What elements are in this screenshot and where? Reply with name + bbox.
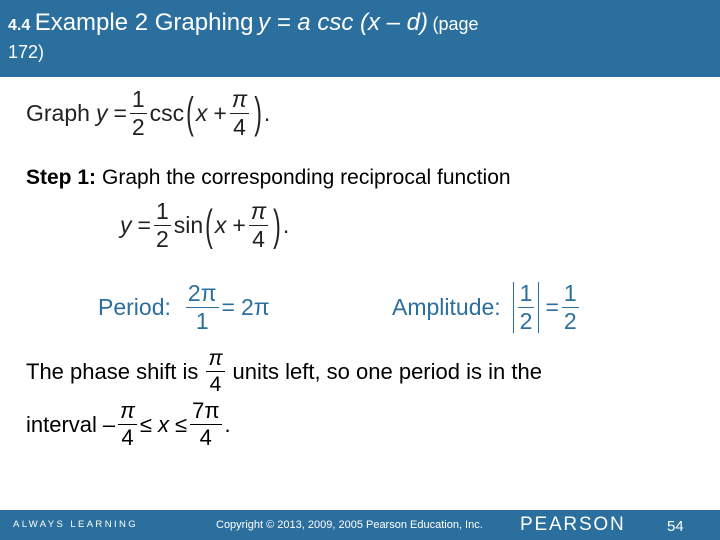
- period-label: Period:: [98, 294, 171, 320]
- frac-num: 2π: [187, 280, 217, 306]
- frac-den: 1: [195, 308, 209, 334]
- phase-shift-line: [26, 348, 542, 395]
- recip-eq: =: [137, 212, 151, 238]
- phase-text-2: units left, so one period is in the: [232, 358, 542, 384]
- problem-statement: Graph y = $\frac{1}{2}$ csc ( x + $\frac{\pi}{4}$ ) .: [26, 86, 271, 140]
- title-text: Example 2 Graphing: [34, 9, 254, 36]
- amplitude-label: Amplitude:: [392, 294, 501, 320]
- frac-num: 1: [563, 280, 577, 306]
- always-learning-text: ALWAYS LEARNING: [13, 519, 139, 530]
- page-number: 54: [667, 518, 684, 535]
- frac-num: π: [231, 86, 248, 112]
- amplitude-eq: =: [545, 294, 559, 320]
- copyright-text: Copyright © 2013, 2009, 2005 Pearson Education, Inc.: [216, 519, 483, 531]
- reciprocal-function: y = $\frac{1}{2}$ sin ( x + $\frac{\pi}{4}$ ) .: [120, 198, 290, 252]
- problem-shift-frac: [230, 88, 249, 139]
- frac-num: 1: [519, 280, 533, 306]
- period-eq: =: [221, 294, 235, 320]
- section-number: 4.4: [8, 17, 31, 34]
- frac-den: 4: [252, 226, 265, 252]
- frac-den: 2: [155, 226, 169, 252]
- interval-end: .: [224, 411, 231, 437]
- problem-plus: +: [213, 100, 227, 126]
- frac-num: 1: [131, 86, 145, 112]
- amplitude-frac: [562, 282, 579, 333]
- recip-y: y: [120, 212, 132, 238]
- step-1-line: [26, 166, 511, 190]
- page-ref-close: 172): [8, 42, 45, 62]
- frac-den: 4: [233, 114, 246, 140]
- recip-func: sin: [173, 212, 204, 238]
- amplitude-line: [392, 282, 582, 333]
- phase-text-1: The phase shift is: [26, 358, 199, 384]
- problem-func: csc: [149, 100, 185, 126]
- recip-shift-frac: [249, 200, 268, 251]
- pearson-logo: PEARSON: [520, 514, 626, 535]
- period-result: 2π: [240, 294, 270, 320]
- recip-coef-frac: [154, 200, 171, 251]
- frac-den: 4: [199, 425, 212, 450]
- slide-title: [8, 9, 479, 37]
- problem-x: x: [195, 100, 208, 126]
- recip-x: x: [214, 212, 227, 238]
- page-ref-open: (page: [432, 14, 479, 34]
- period-frac: [186, 282, 219, 333]
- period-line: [98, 282, 270, 333]
- interval-leq-1: ≤: [139, 411, 152, 437]
- footer-bar: [0, 510, 720, 540]
- frac-den: 4: [121, 425, 134, 450]
- interval-x: x: [158, 411, 169, 437]
- frac-den: 4: [209, 373, 222, 396]
- title-bar: [0, 0, 720, 77]
- interval-minus: –: [102, 411, 116, 437]
- interval-line: [26, 400, 231, 449]
- frac-den: 2: [519, 308, 533, 334]
- recip-plus: +: [232, 212, 246, 238]
- recip-period: .: [282, 212, 290, 238]
- frac-num: π: [208, 347, 223, 370]
- frac-num: 7π: [192, 398, 220, 423]
- phase-frac: [206, 348, 224, 395]
- interval-right-frac: [190, 400, 221, 449]
- problem-coef-frac: [130, 88, 147, 139]
- frac-num: π: [250, 198, 267, 224]
- interval-left-frac: [118, 400, 137, 449]
- frac-den: 2: [563, 308, 577, 334]
- problem-lead: Graph: [26, 100, 90, 126]
- frac-num: 1: [155, 198, 169, 224]
- interval-leq-2: ≤: [175, 411, 188, 437]
- interval-label: interval: [26, 411, 97, 437]
- frac-den: 2: [131, 114, 145, 140]
- problem-y: y: [95, 100, 108, 126]
- frac-num: π: [120, 398, 135, 423]
- step-1-label: Step 1:: [26, 166, 97, 189]
- amplitude-abs-frac: [518, 282, 535, 333]
- amplitude-abs: [513, 282, 540, 333]
- problem-period: .: [263, 100, 271, 126]
- problem-eq: =: [113, 100, 127, 126]
- title-formula: y = a csc (x – d): [257, 9, 429, 36]
- step-1-text: Graph the corresponding reciprocal function: [102, 166, 511, 189]
